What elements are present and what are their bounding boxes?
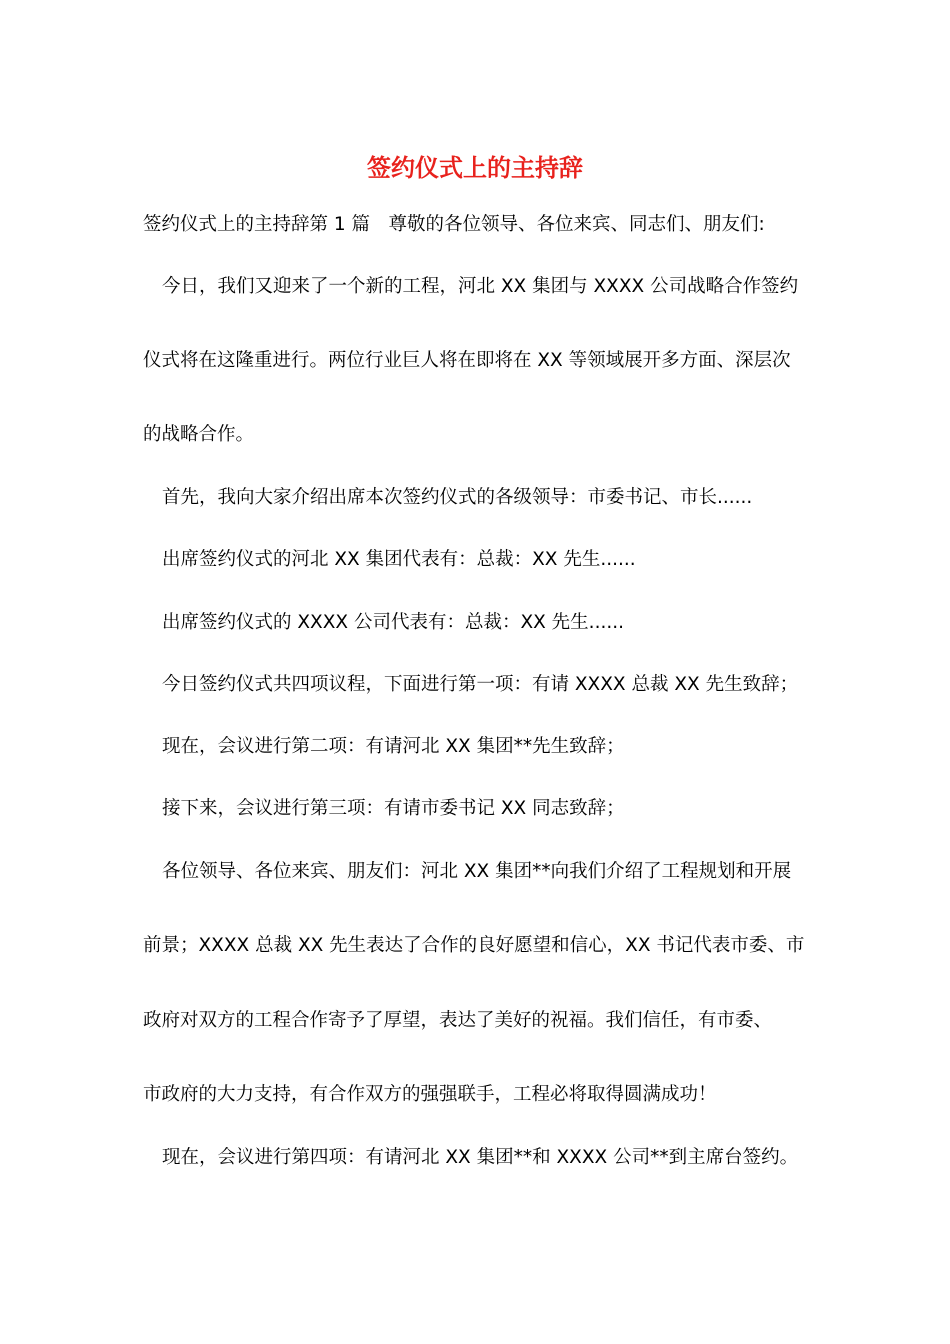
paragraph-line: 政府对双方的工程合作寄予了厚望，表达了美好的祝福。我们信任，有市委、 <box>143 1010 773 1031</box>
paragraph-line: 今日签约仪式共四项议程，下面进行第一项：有请 XXXX 总裁 XX 先生致辞； <box>162 674 799 695</box>
paragraph-line: 接下来，会议进行第三项：有请市委书记 XX 同志致辞； <box>162 798 625 819</box>
paragraph-line: 的战略合作。 <box>143 424 255 445</box>
paragraph-line: 市政府的大力支持，有合作双方的强强联手，工程必将取得圆满成功！ <box>143 1084 717 1105</box>
paragraph-line: 签约仪式上的主持辞第 1 篇 尊敬的各位领导、各位来宾、同志们、朋友们: <box>143 214 765 235</box>
paragraph-line: 首先，我向大家介绍出席本次签约仪式的各级领导：市委书记、市长...... <box>162 487 753 508</box>
paragraph-line: 前景；XXXX 总裁 XX 先生表达了合作的良好愿望和信心，XX 书记代表市委、市 <box>143 935 805 956</box>
document-title: 签约仪式上的主持辞 <box>367 154 583 182</box>
paragraph-line: 今日，我们又迎来了一个新的工程，河北 XX 集团与 XXXX 公司战略合作签约 <box>162 276 799 297</box>
paragraph-line: 现在，会议进行第四项：有请河北 XX 集团**和 XXXX 公司**到主席台签约。 <box>162 1147 799 1168</box>
paragraph-line: 现在，会议进行第二项：有请河北 XX 集团**先生致辞； <box>162 736 625 757</box>
paragraph-line: 出席签约仪式的河北 XX 集团代表有：总裁：XX 先生...... <box>162 549 636 570</box>
paragraph-line: 仪式将在这隆重进行。两位行业巨人将在即将在 XX 等领域展开多方面、深层次 <box>143 350 791 371</box>
paragraph-line: 各位领导、各位来宾、朋友们：河北 XX 集团**向我们介绍了工程规划和开展 <box>162 861 792 882</box>
paragraph-line: 出席签约仪式的 XXXX 公司代表有：总裁：XX 先生...... <box>162 612 624 633</box>
